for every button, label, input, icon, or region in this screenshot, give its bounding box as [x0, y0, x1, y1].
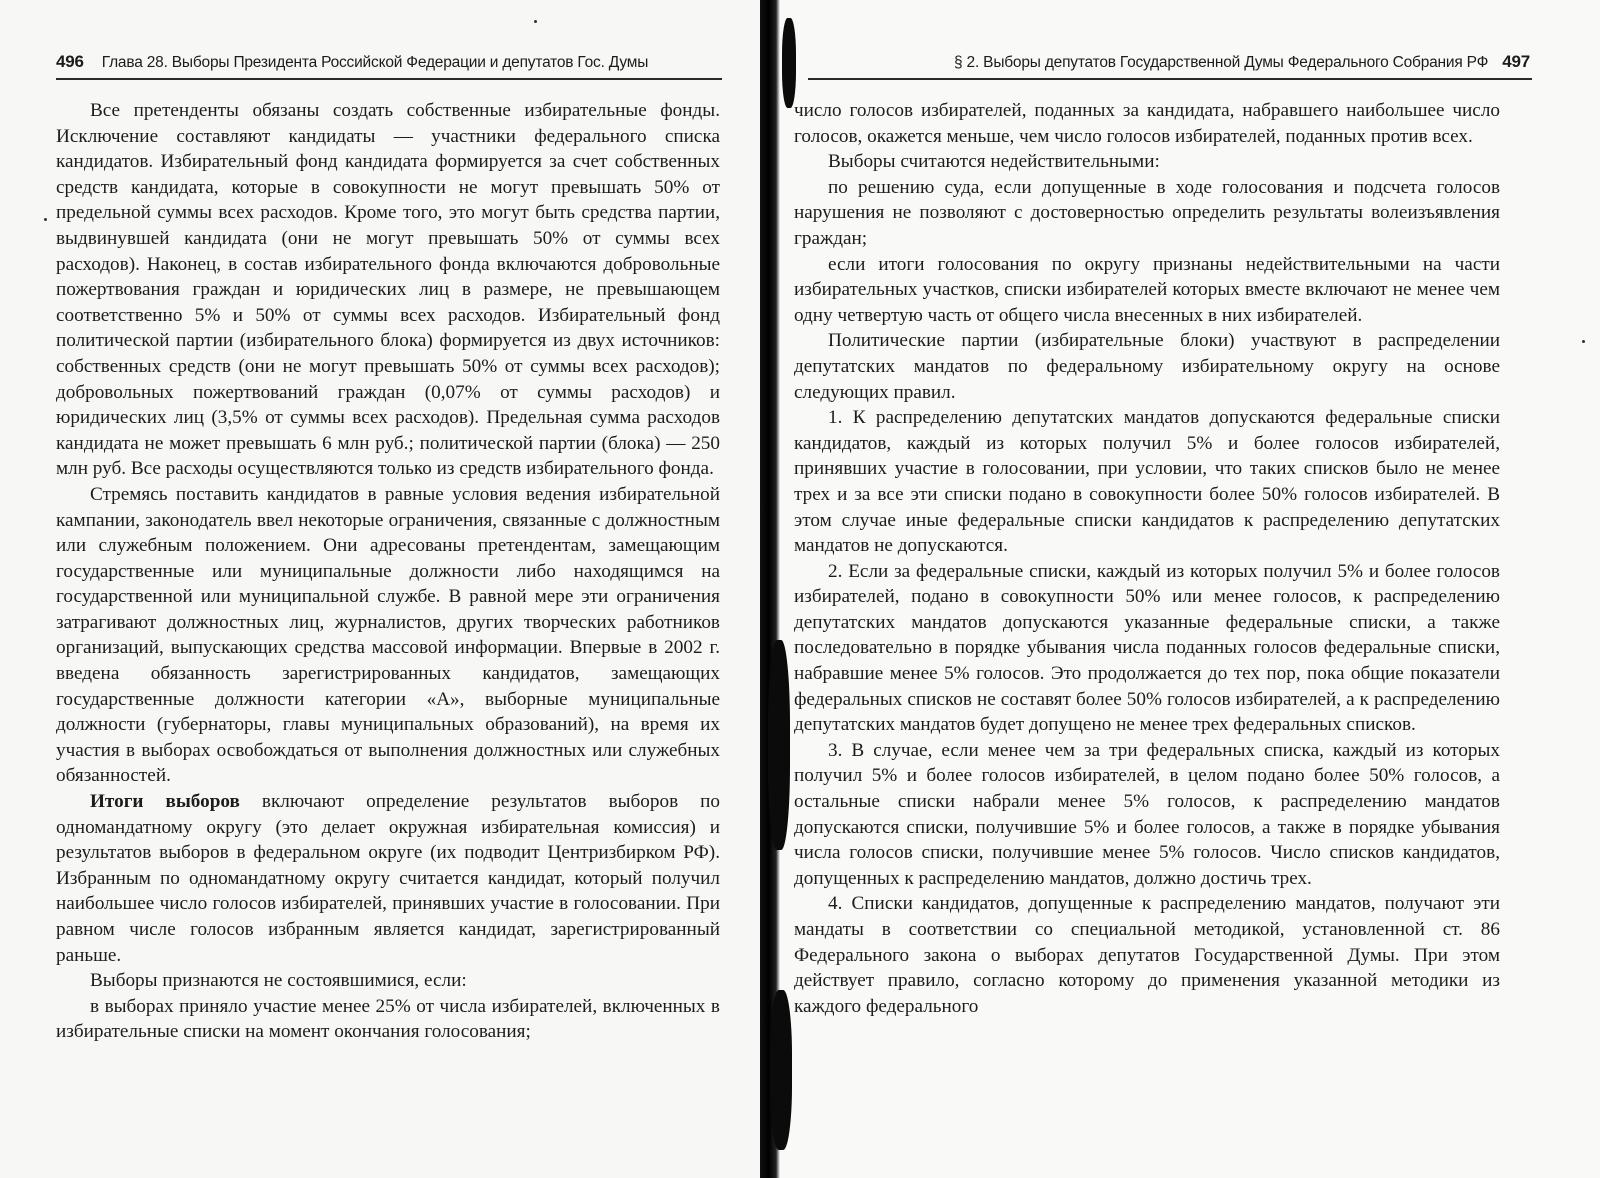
left-page-number: 496 [56, 52, 84, 71]
paragraph-invalid-item-precincts: если итоги голосования по округу признаны недействительными на части избирательных участков, списки избирателей которых вместе включают не менее чем одну четвертую часть от общего числа внесенных в них избирателей. [794, 253, 1500, 326]
paragraph-invalid-intro: Выборы считаются недействительными: [828, 151, 1160, 173]
gutter-ink-blot [768, 640, 790, 850]
right-running-head [840, 52, 1530, 73]
right-body [794, 98, 1500, 1019]
right-section-title: § 2. Выборы депутатов Государственной Думы Федерального Собрания РФ [954, 54, 1489, 71]
paragraph-rule-1: 1. К распределению депутатских мандатов допускаются федеральные списки кандидатов, каждый из которых получил 5% и более голосов избирателей, принявших участие в голосовании, при условии, что таких списков было не менее трех и за все эти списки подано в совокупности более 50% голосов избирателей. В этом случае иные федеральные списки кандидатов к распределению депутатских мандатов не допускаются. [794, 407, 1500, 557]
paragraph-invalid-item-court: по решению суда, если допущенные в ходе голосования и подсчета голосов нарушения не позволяют с достоверностью определить результаты волеизъявления граждан; [794, 176, 1500, 249]
paragraph-rule-4: 4. Списки кандидатов, допущенные к распределению мандатов, получают эти мандаты в соответствии со специальной методикой, установленной ст. 86 Федерального закона о выборах депутатов Государственной Думы. При этом действует правило, согласно которому до применения указанной методики из каждого федерального [794, 893, 1500, 1017]
left-header-rule [56, 78, 722, 80]
paragraph-results [56, 789, 720, 968]
gutter-ink-blot [770, 990, 792, 1150]
right-page-number: 497 [1502, 52, 1530, 71]
left-chapter-title: Глава 28. Выборы Президента Российской Федерации и депутатов Гос. Думы [101, 54, 649, 71]
left-body [56, 98, 720, 1045]
gutter-ink-blot [782, 18, 796, 108]
paragraph-parties-intro: Политические партии (избирательные блоки) участвуют в распределении депутатских мандатов по федеральному избирательному округу на основе следующих правил. [794, 330, 1500, 403]
paragraph-failed-item: в выборах приняло участие менее 25% от числа избирателей, включенных в избирательные списки на момент окончания голосования; [56, 995, 720, 1043]
scan-speck [1582, 340, 1585, 343]
left-page [0, 0, 760, 1178]
paragraph-restrictions: Стремясь поставить кандидатов в равные условия ведения избирательной кампании, законодатель ввел некоторые ограничения, связанные с должностным или служебным положением. Они адресованы претендентам, замещающим государственные или муниципальные должности либо находящимся на государственной или муниципальной службе. В равной мере эти ограничения затрагивают должностных лиц, журналистов, других творческих работников организаций, выпускающих средства массовой информации. Впервые в 2002 г. введена обязанность зарегистрированных кандидатов, замещающих государственные должности категории «А», выборные муниципальные должности (губернаторы, главы муниципальных образований), на время их участия в выборах освобождаться от выполнения должностных или служебных обязанностей. [56, 483, 720, 787]
scan-speck [44, 218, 47, 221]
paragraph-funds: Все претенденты обязаны создать собственные избирательные фонды. Исключение составляют кандидаты — участники федерального списка кандидатов. Избирательный фонд кандидата формируется за счет собственных средств кандидата, которые в совокупности не могут превышать 50% от предельной суммы всех расходов. Кроме того, это могут быть средства партии, выдвинувшей кандидата (они не могут превышать 50% от суммы всех расходов). Наконец, в состав избирательного фонда включаются добровольные пожертвования граждан и юридических лиц в размере, не превышающем соответственно 5% и 50% от суммы всех расходов. Избирательный фонд политической партии (избирательного блока) формируется из двух источников: собственных средств (они не могут превышать 50% от суммы всех расходов); добровольных пожертвований граждан (0,07% от суммы расходов) и юридических лиц (3,5% от суммы всех расходов). Предельная сумма расходов кандидата не может превышать 6 млн руб.; политической партии (блока) — 250 млн руб. Все расходы осуществляются только из средств избирательного фонда. [56, 100, 720, 480]
right-page [760, 0, 1600, 1178]
left-running-head [56, 52, 720, 73]
paragraph-continuation: число голосов избирателей, поданных за кандидата, набравшего наибольшее число голосов, окажется меньше, чем число голосов избирателей, поданных против всех. [794, 100, 1500, 147]
paragraph-rule-2: 2. Если за федеральные списки, каждый из которых получил 5% и более голосов избирателей, подано в совокупности 50% или менее голосов, к распределению депутатских мандатов допускаются указанные федеральные списки, а также последовательно в порядке убывания числа поданных голосов федеральные списки, набравшие менее 5% голосов. Это продолжается до тех пор, пока общие показатели федеральных списков не составят более 50% голосов избирателей, а к распределению депутатских мандатов будет допущено не менее трех федеральных списков. [794, 560, 1500, 736]
scan-speck [534, 20, 537, 23]
paragraph-rule-3: 3. В случае, если менее чем за три федеральных списка, каждый из которых получил 5% и более голосов избирателей, в целом подано более 50% голосов, а остальные списки набрали менее 5% голосов, к распределению мандатов допускаются списки, получившие 5% и более голосов, а также в порядке убывания числа голосов списки, получившие менее 5% голосов. Число списков кандидатов, допущенных к распределению мандатов, должно достичь трех. [794, 739, 1500, 889]
right-header-rule [808, 78, 1532, 80]
paragraph-failed-intro: Выборы признаются не состоявшимися, если: [90, 970, 467, 992]
results-lead: Итоги выборов [90, 791, 240, 813]
results-text: включают определение результатов выборов по одномандатному округу (это делает окружная избирательная комиссия) и результатов выборов в федеральном округе (их подводит Центризбирком РФ). Избранным по одномандатному округу считается кандидат, который получил наибольшее число голосов избирателей, принявших участие в голосовании. При равном числе голосов избранным является кандидат, зарегистрированный раньше. [56, 791, 720, 966]
